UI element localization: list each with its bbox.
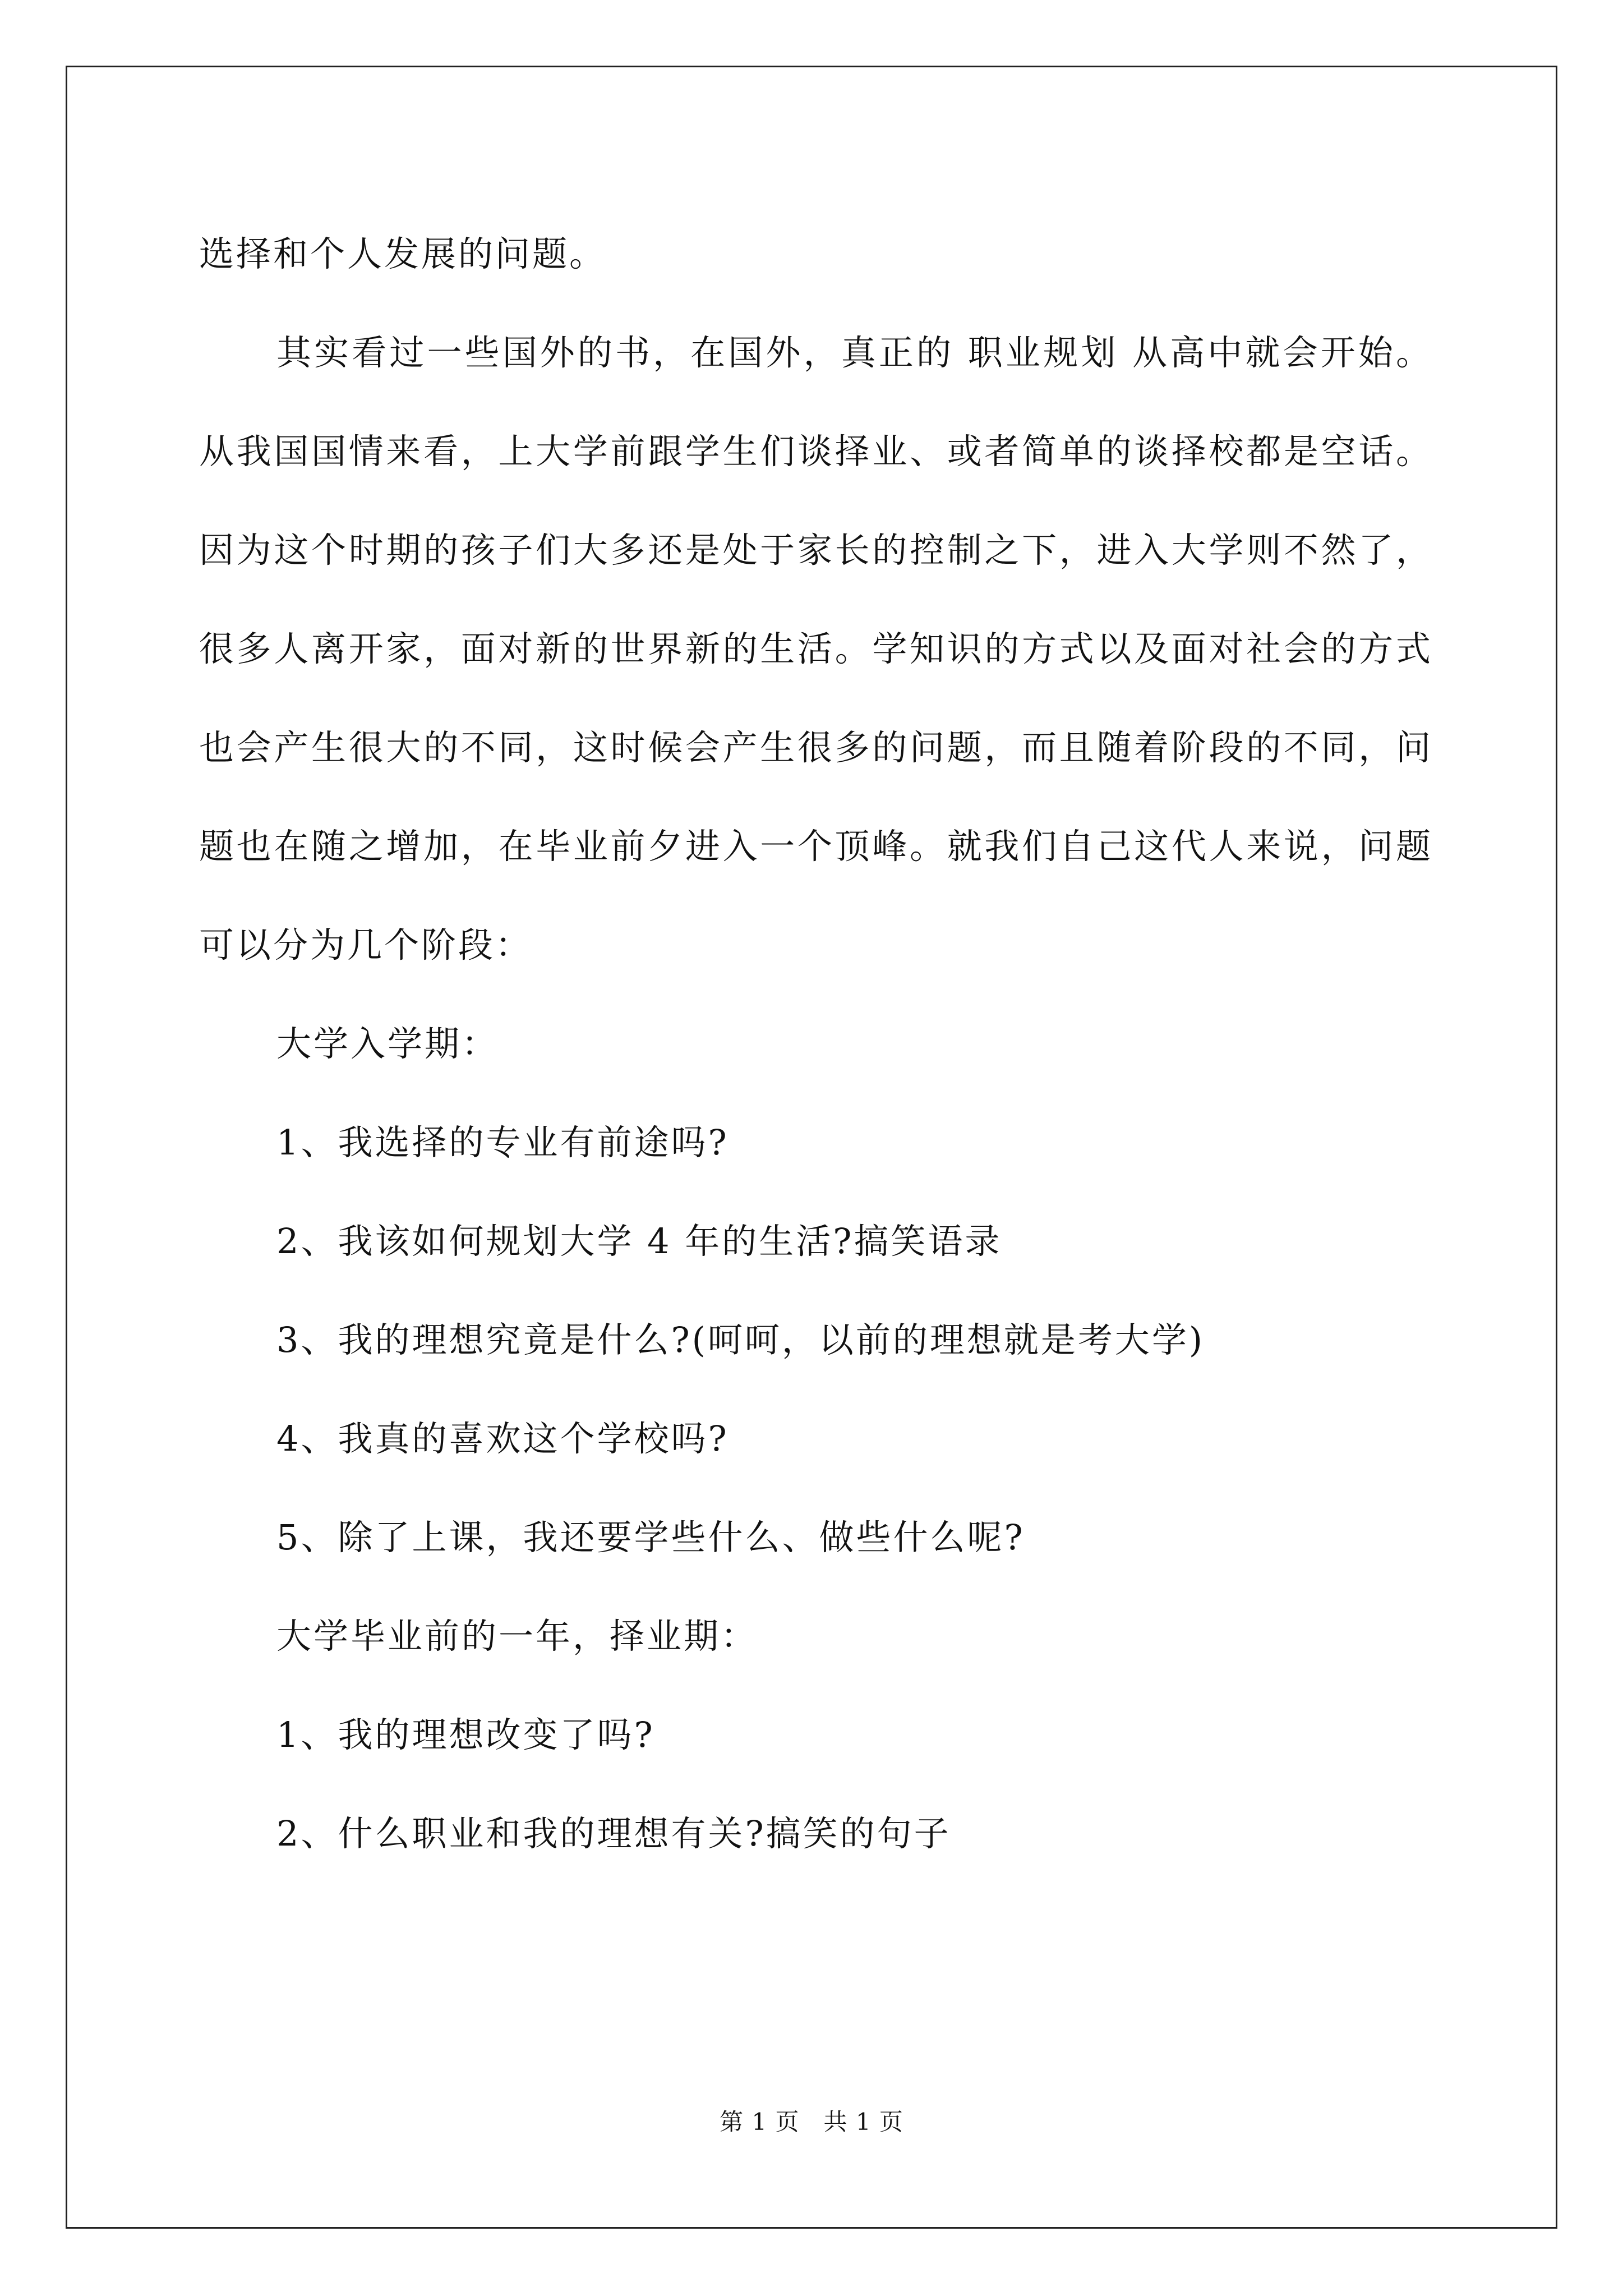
list-item: 1、我选择的专业有前途吗? xyxy=(276,1122,729,1163)
stage2-heading: 大学毕业前的一年，择业期： xyxy=(276,1616,758,1657)
stage1-heading: 大学入学期： xyxy=(276,1023,499,1064)
list-item: 1、我的理想改变了吗? xyxy=(276,1714,655,1755)
list-item: 4、我真的喜欢这个学校吗? xyxy=(276,1418,729,1459)
list-item: 2、我该如何规划大学 4 年的生活?搞笑语录 xyxy=(276,1221,1002,1262)
list-item: 5、除了上课，我还要学些什么、做些什么呢? xyxy=(276,1517,1025,1558)
document-body xyxy=(199,205,1433,1883)
page-footer: 第 1 页 共 1 页 xyxy=(720,2108,903,2136)
paragraph-continuation: 选择和个人发展的问题。 xyxy=(199,233,607,274)
list-item: 3、我的理想究竟是什么?(呵呵，以前的理想就是考大学) xyxy=(276,1319,1205,1360)
paragraph-main: 其实看过一些国外的书，在国外，真正的 职业规划 从高中就会开始。从我国国情来看，上大学前跟学生们谈择业、或者简单的谈择校都是空话。因为这个时期的孩子们大多还是处于家长的控制之下，进入大学则不然了，很多人离开家，面对新的世界新的生活。学知识的方式以及面对社会的方式也会产生很大的不同，这时候会产生很多的问题，而且随着阶段的不同，问题也在随之增加，在毕业前夕进入一个顶峰。就我们自己这代人来说，问题可以分为几个阶段： xyxy=(199,332,1433,965)
list-item: 2、什么职业和我的理想有关?搞笑的句子 xyxy=(276,1813,951,1854)
